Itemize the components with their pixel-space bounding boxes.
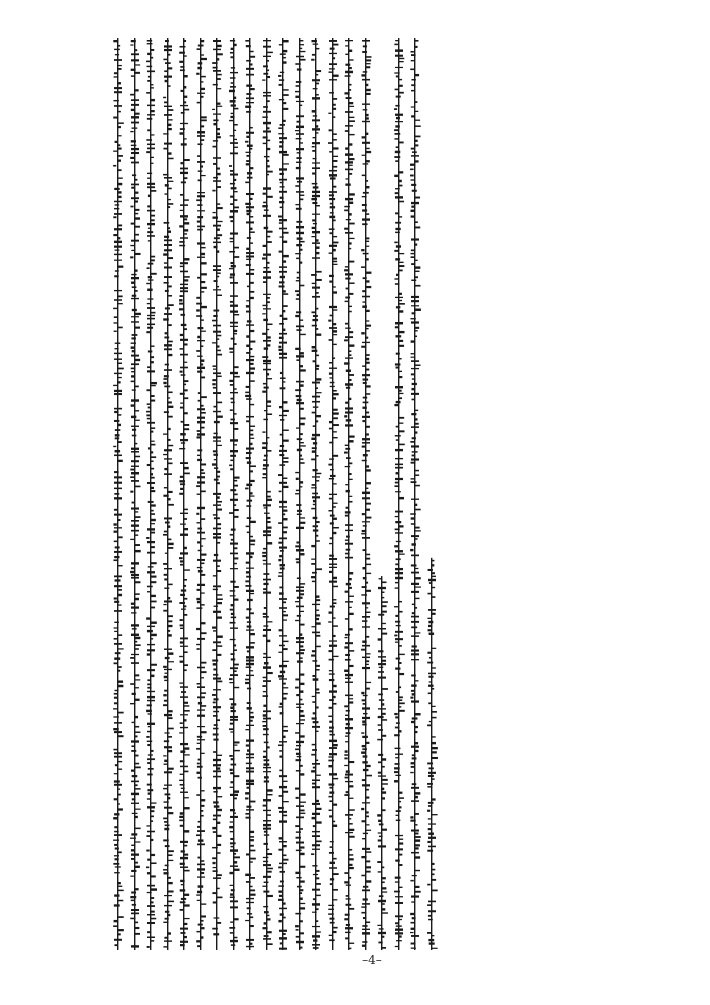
- text-column: [326, 38, 340, 950]
- column-glyphs: [210, 38, 224, 950]
- column-glyphs: [144, 38, 158, 950]
- text-column: [260, 38, 274, 950]
- column-glyphs: [194, 38, 208, 950]
- column-glyphs: [408, 38, 422, 950]
- text-column: [375, 38, 389, 950]
- text-column: [276, 38, 290, 950]
- text-column: [359, 38, 373, 950]
- text-column: [293, 38, 307, 950]
- column-glyphs: [227, 38, 241, 950]
- text-column: [128, 38, 142, 950]
- column-glyphs: [111, 38, 125, 950]
- column-glyphs: [128, 38, 142, 950]
- text-column: [425, 38, 439, 950]
- text-column: [342, 38, 356, 950]
- text-column: [243, 38, 257, 950]
- column-glyphs: [375, 38, 389, 950]
- text-column: [227, 38, 241, 950]
- column-glyphs: [293, 38, 307, 950]
- text-column: [392, 38, 406, 950]
- column-glyphs: [276, 38, 290, 950]
- mongolian-text-block: [110, 38, 440, 950]
- column-glyphs: [359, 38, 373, 950]
- text-column: [111, 38, 125, 950]
- text-column: [194, 38, 208, 950]
- column-glyphs: [342, 38, 356, 950]
- column-glyphs: [392, 38, 406, 950]
- column-glyphs: [161, 38, 175, 950]
- text-column: [408, 38, 422, 950]
- text-column: [177, 38, 191, 950]
- text-column: [161, 38, 175, 950]
- column-glyphs: [177, 38, 191, 950]
- page-number: –4–: [362, 953, 382, 967]
- text-column: [309, 38, 323, 950]
- text-column: [210, 38, 224, 950]
- column-glyphs: [425, 38, 439, 950]
- column-glyphs: [243, 38, 257, 950]
- column-glyphs: [309, 38, 323, 950]
- text-column: [144, 38, 158, 950]
- column-glyphs: [326, 38, 340, 950]
- column-glyphs: [260, 38, 274, 950]
